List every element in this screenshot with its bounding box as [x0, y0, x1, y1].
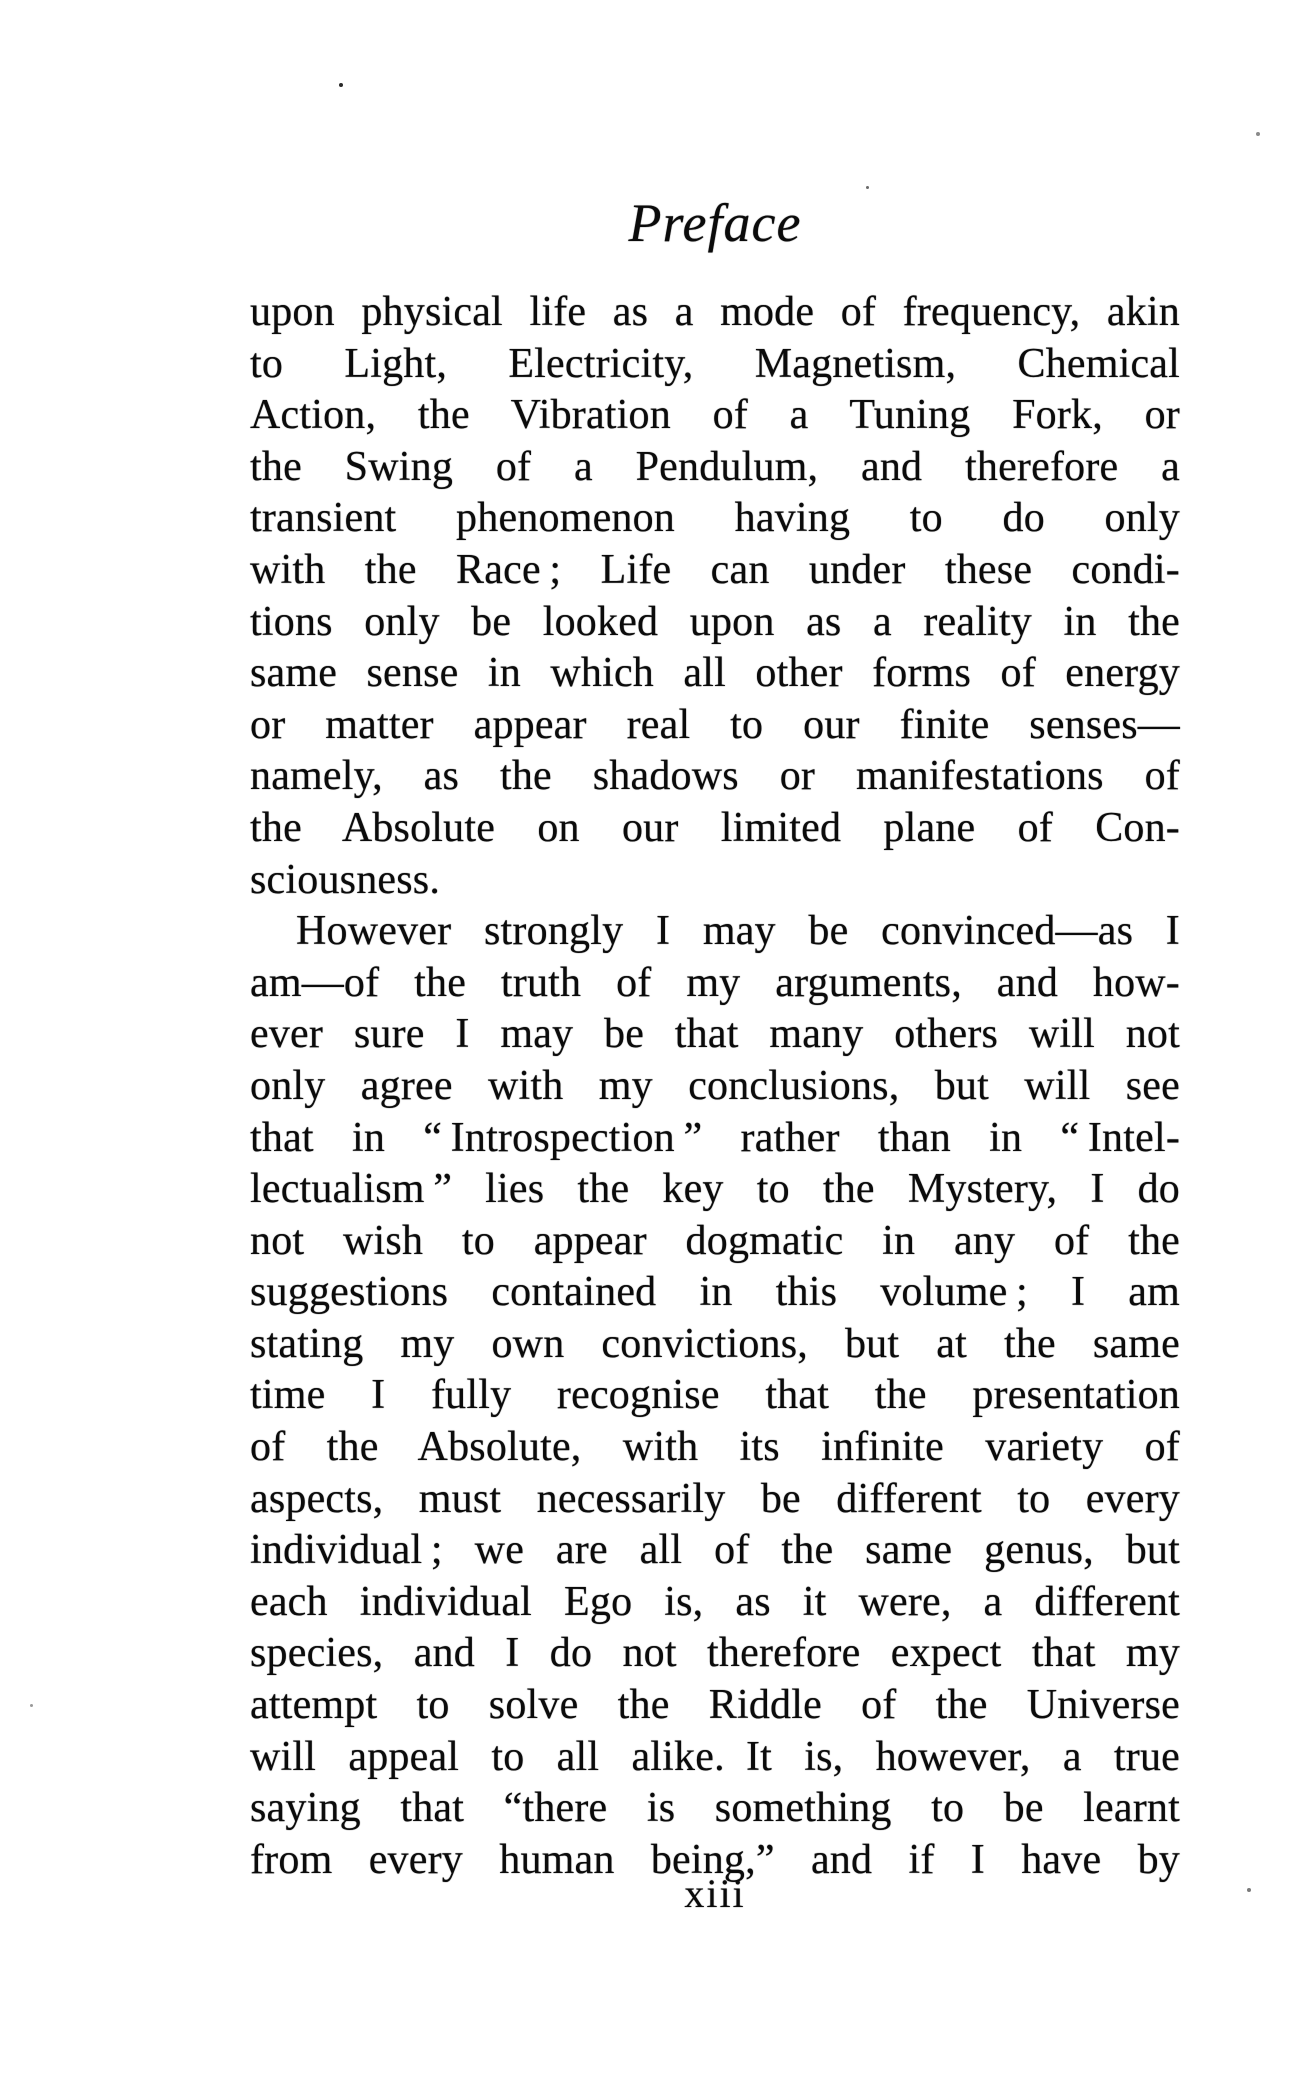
- text-line: namely, as the shadows or manifestations of: [250, 753, 1180, 800]
- text-line: lectualism ” lies the key to the Mystery, I do: [250, 1166, 1180, 1213]
- text-line: aspects, must necessarily be different to every: [250, 1475, 1180, 1522]
- text-line: am—of the truth of my arguments, and how-: [250, 959, 1180, 1006]
- scan-speck: [1247, 1888, 1251, 1892]
- scan-speck: [866, 186, 869, 189]
- text-line: or matter appear real to our finite senses—: [250, 701, 1180, 748]
- text-line: Action, the Vibration of a Tuning Fork, or: [250, 392, 1180, 439]
- text-line: However strongly I may be convinced—as I: [296, 908, 1180, 955]
- page-title: Preface: [628, 193, 802, 253]
- text-line: sciousness.: [250, 856, 441, 903]
- page-body-text: [250, 287, 1180, 1886]
- text-line: the Swing of a Pendulum, and therefore a: [250, 443, 1180, 490]
- text-line: individual ; we are all of the same genus, but: [250, 1527, 1180, 1574]
- text-line: same sense in which all other forms of energy: [250, 650, 1180, 697]
- text-line: saying that “there is something to be learnt: [250, 1785, 1180, 1832]
- text-line: tions only be looked upon as a reality in the: [250, 598, 1180, 645]
- text-line: transient phenomenon having to do only: [250, 495, 1180, 542]
- text-line: upon physical life as a mode of frequency, akin: [250, 289, 1180, 335]
- text-line: suggestions contained in this volume ; I am: [250, 1269, 1180, 1316]
- text-line: ever sure I may be that many others will not: [250, 1011, 1180, 1058]
- text-line: each individual Ego is, as it were, a different: [250, 1578, 1180, 1625]
- text-line: of the Absolute, with its infinite variety of: [250, 1424, 1180, 1471]
- text-line: not wish to appear dogmatic in any of the: [250, 1217, 1180, 1264]
- scan-speck: [1256, 132, 1260, 136]
- text-line: stating my own convictions, but at the same: [250, 1320, 1180, 1367]
- text-line: with the Race ; Life can under these condi-: [250, 546, 1180, 593]
- text-line: only agree with my conclusions, but will see: [250, 1062, 1180, 1109]
- scan-speck: [30, 1704, 33, 1707]
- text-line: time I fully recognise that the presentation: [250, 1372, 1180, 1419]
- text-line: that in “ Introspection ” rather than in “ Intel-: [250, 1114, 1180, 1161]
- scan-speck: [339, 83, 343, 87]
- text-line: from every human being,” and if I have by: [250, 1836, 1180, 1883]
- text-line: the Absolute on our limited plane of Con-: [250, 804, 1180, 851]
- text-line: species, and I do not therefore expect that my: [250, 1630, 1180, 1677]
- page-number: xiii: [684, 1871, 746, 1916]
- text-line: will appeal to all alike. It is, however, a true: [250, 1733, 1180, 1780]
- text-line: to Light, Electricity, Magnetism, Chemical: [250, 340, 1180, 387]
- text-line: attempt to solve the Riddle of the Universe: [250, 1682, 1180, 1729]
